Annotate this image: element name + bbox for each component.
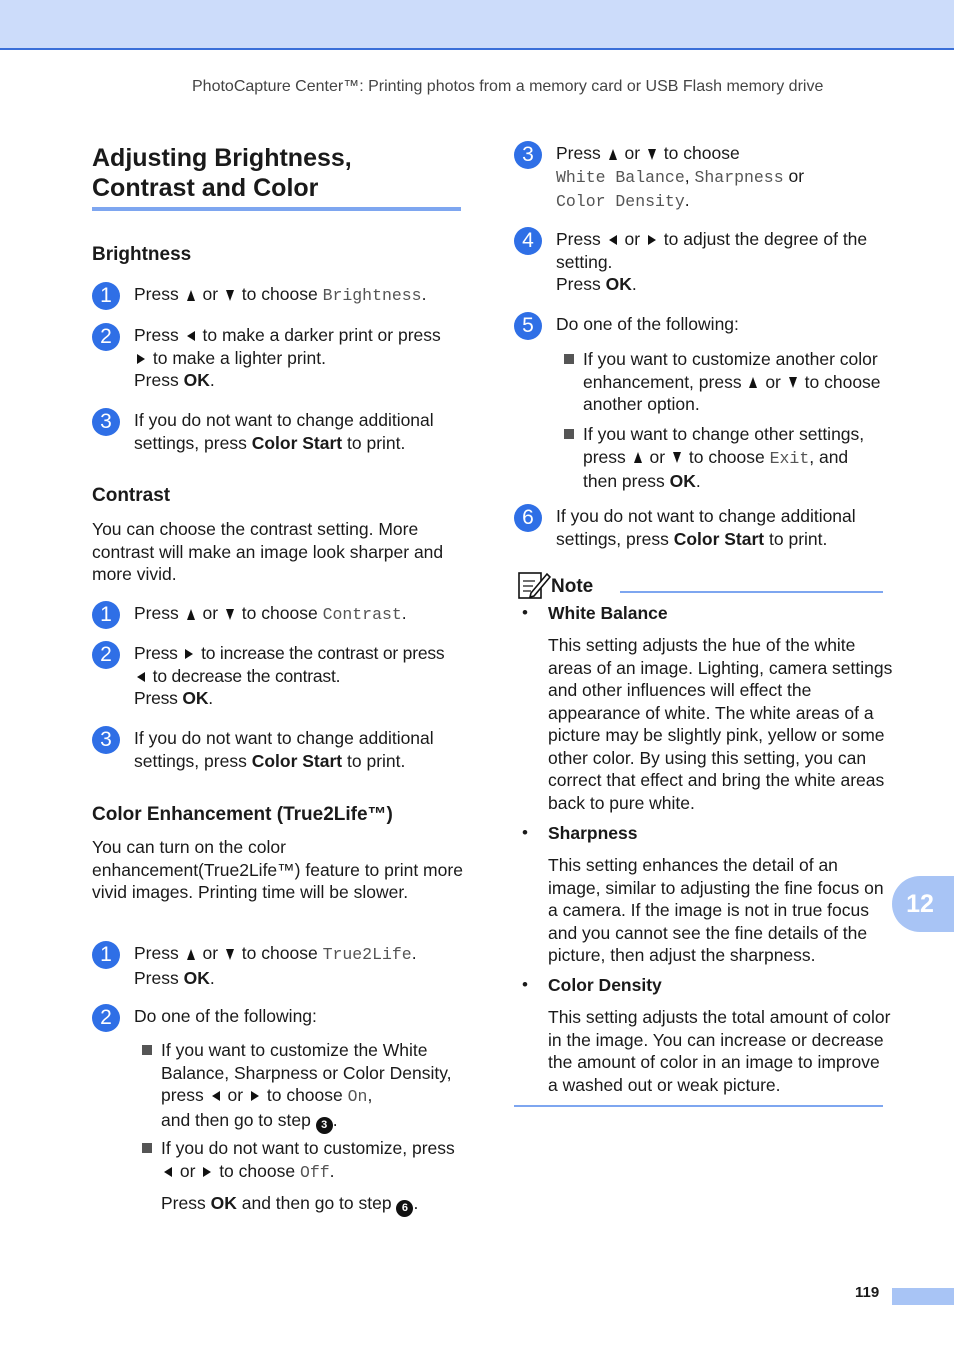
- square-bullet-icon: [564, 354, 574, 364]
- step-reference-icon: 6: [396, 1200, 413, 1217]
- contrast-heading: Contrast: [92, 485, 171, 506]
- right-arrow-icon: [648, 235, 656, 245]
- step-number: 3: [92, 726, 120, 754]
- down-arrow-icon: [226, 609, 234, 620]
- up-arrow-icon: [187, 290, 195, 301]
- running-header: PhotoCapture Center™: Printing photos from a memory card or USB Flash memory drive: [192, 78, 824, 95]
- right-arrow-icon: [137, 354, 145, 364]
- step-number: 1: [92, 601, 120, 629]
- chapter-tab: 12: [892, 876, 954, 932]
- down-arrow-icon: [673, 452, 681, 463]
- right-arrow-icon: [203, 1167, 211, 1177]
- left-arrow-icon: [609, 235, 617, 245]
- step-number: 1: [92, 941, 120, 969]
- up-arrow-icon: [187, 609, 195, 620]
- left-arrow-icon: [212, 1091, 220, 1101]
- color-enhancement-intro: You can turn on the color enhancement(True2Life™) feature to print more vivid images. Printing time will be slower.: [92, 837, 463, 902]
- up-arrow-icon: [749, 377, 757, 388]
- up-arrow-icon: [609, 149, 617, 160]
- brightness-heading: Brightness: [92, 244, 192, 265]
- step-number: 2: [92, 323, 120, 351]
- contrast-intro: You can choose the contrast setting. More contrast will make an image look sharper and more vivid.: [92, 519, 444, 584]
- down-arrow-icon: [648, 149, 656, 160]
- down-arrow-icon: [226, 949, 234, 960]
- left-arrow-icon: [164, 1167, 172, 1177]
- page-number: 119: [855, 1284, 880, 1301]
- title-rule: [92, 207, 461, 211]
- step-number: 3: [92, 408, 120, 436]
- up-arrow-icon: [187, 949, 195, 960]
- step-reference-icon: 3: [316, 1117, 333, 1134]
- note-bottom-rule: [514, 1105, 883, 1107]
- step-number: 2: [92, 641, 120, 669]
- top-header-band: [0, 0, 954, 50]
- right-arrow-icon: [185, 649, 193, 659]
- up-arrow-icon: [634, 452, 642, 463]
- down-arrow-icon: [226, 290, 234, 301]
- square-bullet-icon: [142, 1143, 152, 1153]
- note-label: Note: [551, 576, 594, 597]
- left-arrow-icon: [187, 331, 195, 341]
- square-bullet-icon: [564, 429, 574, 439]
- left-arrow-icon: [137, 672, 145, 682]
- note-pencil-icon: [517, 569, 551, 601]
- page-number-bar: [892, 1288, 954, 1305]
- step-number: 1: [92, 282, 120, 310]
- step-number: 3: [514, 141, 542, 169]
- color-bullet-off-followup: Press OK and then go to step 6 .: [161, 1192, 463, 1217]
- step-number: 5: [514, 312, 542, 340]
- square-bullet-icon: [142, 1045, 152, 1055]
- step-number: 4: [514, 227, 542, 255]
- section-title: Adjusting Brightness, Contrast and Color: [92, 144, 352, 202]
- right-arrow-icon: [251, 1091, 259, 1101]
- down-arrow-icon: [789, 377, 797, 388]
- color-enhancement-heading: Color Enhancement (True2Life™): [92, 804, 393, 825]
- note-top-rule: [620, 591, 883, 593]
- step-number: 6: [514, 504, 542, 532]
- step-number: 2: [92, 1004, 120, 1032]
